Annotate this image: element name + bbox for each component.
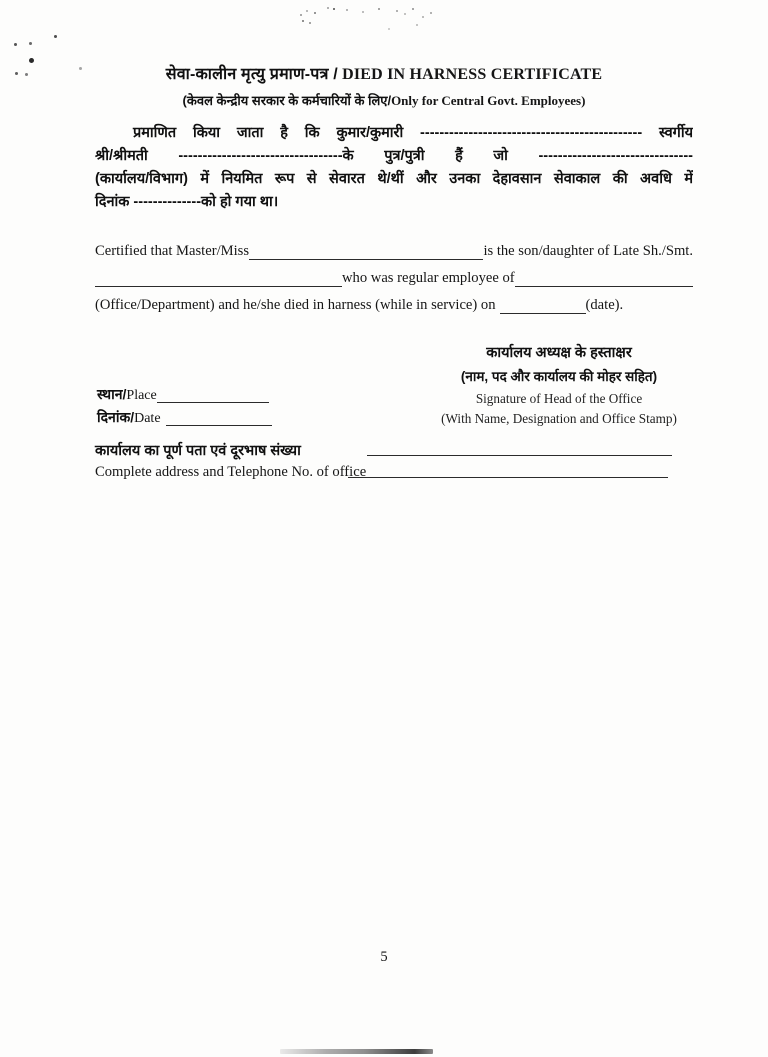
signature-note-hindi: (नाम, पद और कार्यालय की मोहर सहित) — [460, 369, 658, 384]
hindi-line-1: प्रमाणित किया जाता है कि कुमार/कुमारी ---------------------------------------------- स्वर्गीय — [133, 125, 693, 141]
blank-death-date-field — [500, 310, 586, 314]
scan-noise-speckles — [300, 14, 302, 16]
document-subtitle-hindi: (केवल केन्द्रीय सरकार के कर्मचारियों के लिए/ — [182, 93, 392, 108]
address-label-hindi: कार्यालय का पूर्ण पता एवं दूरभाष संख्या — [95, 443, 301, 459]
hindi-line-4: दिनांक --------------को हो गया था। — [95, 194, 279, 210]
document-title — [0, 62, 768, 84]
document-subtitle-english: Only for Central Govt. Employees) — [391, 93, 586, 108]
blank-place-field — [157, 399, 269, 403]
blank-address-field-line1 — [367, 455, 672, 456]
place-label-english: Place — [126, 388, 157, 403]
english-line-3 — [95, 287, 693, 314]
page-number: 5 — [380, 949, 388, 965]
address-label-english: Complete address and Telephone No. of office — [95, 464, 367, 480]
blank-address-field-line2 — [348, 477, 668, 478]
english-line-1 — [95, 233, 693, 260]
blank-child-name-field — [249, 256, 483, 260]
english-line-2-mid: who was regular employee of — [342, 270, 515, 286]
date-row — [97, 404, 327, 427]
date-label-hindi: दिनांक/ — [97, 409, 135, 425]
english-line-1-before: Certified that Master/Miss — [95, 243, 250, 259]
english-line-3-after: (date). — [585, 297, 624, 313]
document-title-english: DIED IN HARNESS CERTIFICATE — [342, 66, 603, 83]
place-date-block — [97, 381, 327, 427]
blank-office-name-field — [515, 283, 693, 287]
signature-heading-english: Signature of Head of the Office — [475, 391, 643, 406]
document-header — [0, 62, 768, 109]
hindi-line-2: श्री/श्रीमती ----------------------------------के पुत्र/पुत्री हैं जो -------------------------------- — [95, 148, 693, 164]
date-label-english: Date — [134, 411, 161, 426]
english-line-3-before: (Office/Department) and he/she died in harness (while in service) on — [95, 297, 496, 313]
english-line-1-after: is the son/daughter of Late Sh./Smt. — [483, 243, 693, 259]
hindi-line-3: (कार्यालय/विभाग) में नियमित रूप से सेवारत थे/थीं और उनका देहावसान सेवाकाल की अवधि में — [95, 171, 693, 187]
document-title-hindi: सेवा-कालीन मृत्यु प्रमाण-पत्र / — [165, 66, 338, 83]
document-subtitle — [0, 91, 768, 109]
signature-block — [418, 341, 700, 429]
signature-heading-hindi: कार्यालय अध्यक्ष के हस्ताक्षर — [486, 345, 632, 361]
blank-date-field — [166, 422, 272, 426]
place-row — [97, 381, 327, 404]
place-label-hindi: स्थान/ — [97, 386, 127, 402]
hindi-certification-paragraph — [95, 122, 693, 214]
scan-artifact-bar — [280, 1049, 433, 1054]
english-certification-paragraph — [95, 233, 693, 314]
scan-noise-margin-dots — [14, 43, 17, 46]
blank-parent-name-field — [95, 283, 342, 287]
english-line-2 — [95, 260, 693, 287]
signature-note-english: (With Name, Designation and Office Stamp) — [441, 411, 677, 426]
